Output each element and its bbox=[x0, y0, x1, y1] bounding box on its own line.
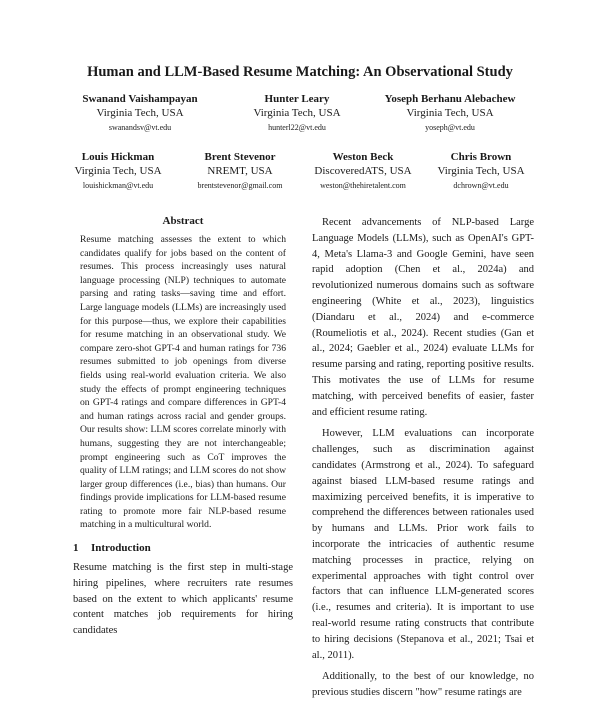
author-name: Yoseph Berhanu Alebachew bbox=[384, 93, 516, 105]
author-affiliation: DiscoveredATS, USA bbox=[314, 165, 412, 177]
left-column bbox=[73, 215, 293, 639]
author-email: weston@thehiretalent.com bbox=[320, 181, 406, 190]
author-block bbox=[198, 150, 283, 192]
author-email: hunterl22@vt.edu bbox=[268, 123, 326, 132]
section-number: 1 bbox=[73, 542, 79, 555]
author-affiliation: Virginia Tech, USA bbox=[437, 165, 525, 177]
author-block bbox=[74, 150, 161, 192]
author-email: yoseph@vt.edu bbox=[425, 123, 475, 132]
author-block bbox=[437, 150, 524, 192]
section-heading-introduction bbox=[73, 542, 293, 554]
author-block bbox=[314, 150, 411, 192]
author-block bbox=[385, 92, 516, 134]
author-affiliation: Virginia Tech, USA bbox=[253, 107, 341, 119]
author-row-1 bbox=[60, 92, 540, 142]
paper-title: Human and LLM-Based Resume Matching: An Observational Study bbox=[87, 64, 513, 80]
introduction-paragraph: Resume matching is the first step in multi-stage hiring pipelines, where recruiters rate resumes based on the extent to which applicants' resume content matches job requirements for hiring candidates bbox=[73, 562, 293, 637]
author-name: Swanand Vaishampayan bbox=[82, 93, 198, 105]
author-name: Louis Hickman bbox=[81, 151, 155, 163]
author-email: louishickman@vt.edu bbox=[82, 181, 154, 190]
section-title: Introduction bbox=[91, 542, 151, 555]
author-email: brentstevenor@gmail.com bbox=[197, 181, 283, 190]
author-block bbox=[253, 92, 340, 134]
author-name: Brent Stevenor bbox=[204, 151, 276, 163]
author-email: dchrown@vt.edu bbox=[453, 181, 509, 190]
author-affiliation: Virginia Tech, USA bbox=[406, 107, 494, 119]
author-name: Hunter Leary bbox=[264, 93, 330, 105]
author-name: Chris Brown bbox=[450, 151, 512, 163]
abstract-heading: Abstract bbox=[162, 215, 204, 227]
author-row-2 bbox=[60, 150, 540, 200]
body-paragraph: Recent advancements of NLP-based Large Language Models (LLMs), such as OpenAI's GPT-4, Meta's Llama-3 and Google Gemini, have seen rapid adoption (Chen et al., 2024a) and revolutionized numerous domains such as software engineering (White et al., 2023), linguistics (Diandaru et al., 2024) and e-commerce (Roumeliotis et al., 2024). Recent studies (Gan et al., 2024; Gaebler et al., 2024) evaluate LLMs for resume parsing and rating, reporting positive results. This motivates the use of LLMs for resume matching, with perceived benefits of easier, faster and efficient resume rating. bbox=[312, 217, 534, 418]
author-block bbox=[82, 92, 197, 134]
author-affiliation: Virginia Tech, USA bbox=[74, 165, 162, 177]
right-column bbox=[312, 215, 534, 701]
body-paragraph: Additionally, to the best of our knowledge, no previous studies discern "how" resume ratings are bbox=[312, 671, 534, 699]
body-paragraph: However, LLM evaluations can incorporate challenges, such as discrimination against candidates (Armstrong et al., 2024). To safeguard against biased LLM-based resume ratings and maximizing perceived benefits, it is imperative to comprehend the differences between rationales used by humans and LLMs. Prior work fails to incorporate the intricacies of authentic resume matching processes in practice, relying on experimental approaches with tight control over factors that can influence LLM-generated scores (i.e., resumes and criteria). It is important to use real-world resume rating constructs that contribute to hiring decisions (Stepanova et al., 2021; Tsai et al., 2011). bbox=[312, 428, 534, 661]
author-affiliation: Virginia Tech, USA bbox=[96, 107, 184, 119]
abstract-text: Resume matching assesses the extent to which candidates qualify for jobs based on the content of resumes. This process increasingly uses natural language processing (NLP) techniques to automate parsing and rating tasks—saving time and effort. Large language models (LLMs) are increasingly used for this purpose—thus, we explore their capabilities for resume matching in an observational study. We compare zero-shot GPT-4 and human ratings for 736 resumes submitted to job openings from diverse fields using real-world evaluation criteria. We also study the effects of prompt engineering techniques on GPT-4 ratings and compare differences in GPT-4 and human ratings across racial and gender groups. Our results show: LLM scores correlate minorly with humans, suggesting they are not interchangeable; prompt engineering such as CoT improves the quality of LLM ratings; and LLM scores do not show larger group differences (i.e., bias) than humans. Our findings provide implications for LLM-based resume rating to promote more fair NLP-based resume matching in a multicultural world. bbox=[80, 234, 286, 531]
author-affiliation: NREMT, USA bbox=[207, 165, 273, 177]
author-email: swanandsv@vt.edu bbox=[108, 123, 172, 132]
author-name: Weston Beck bbox=[332, 151, 394, 163]
